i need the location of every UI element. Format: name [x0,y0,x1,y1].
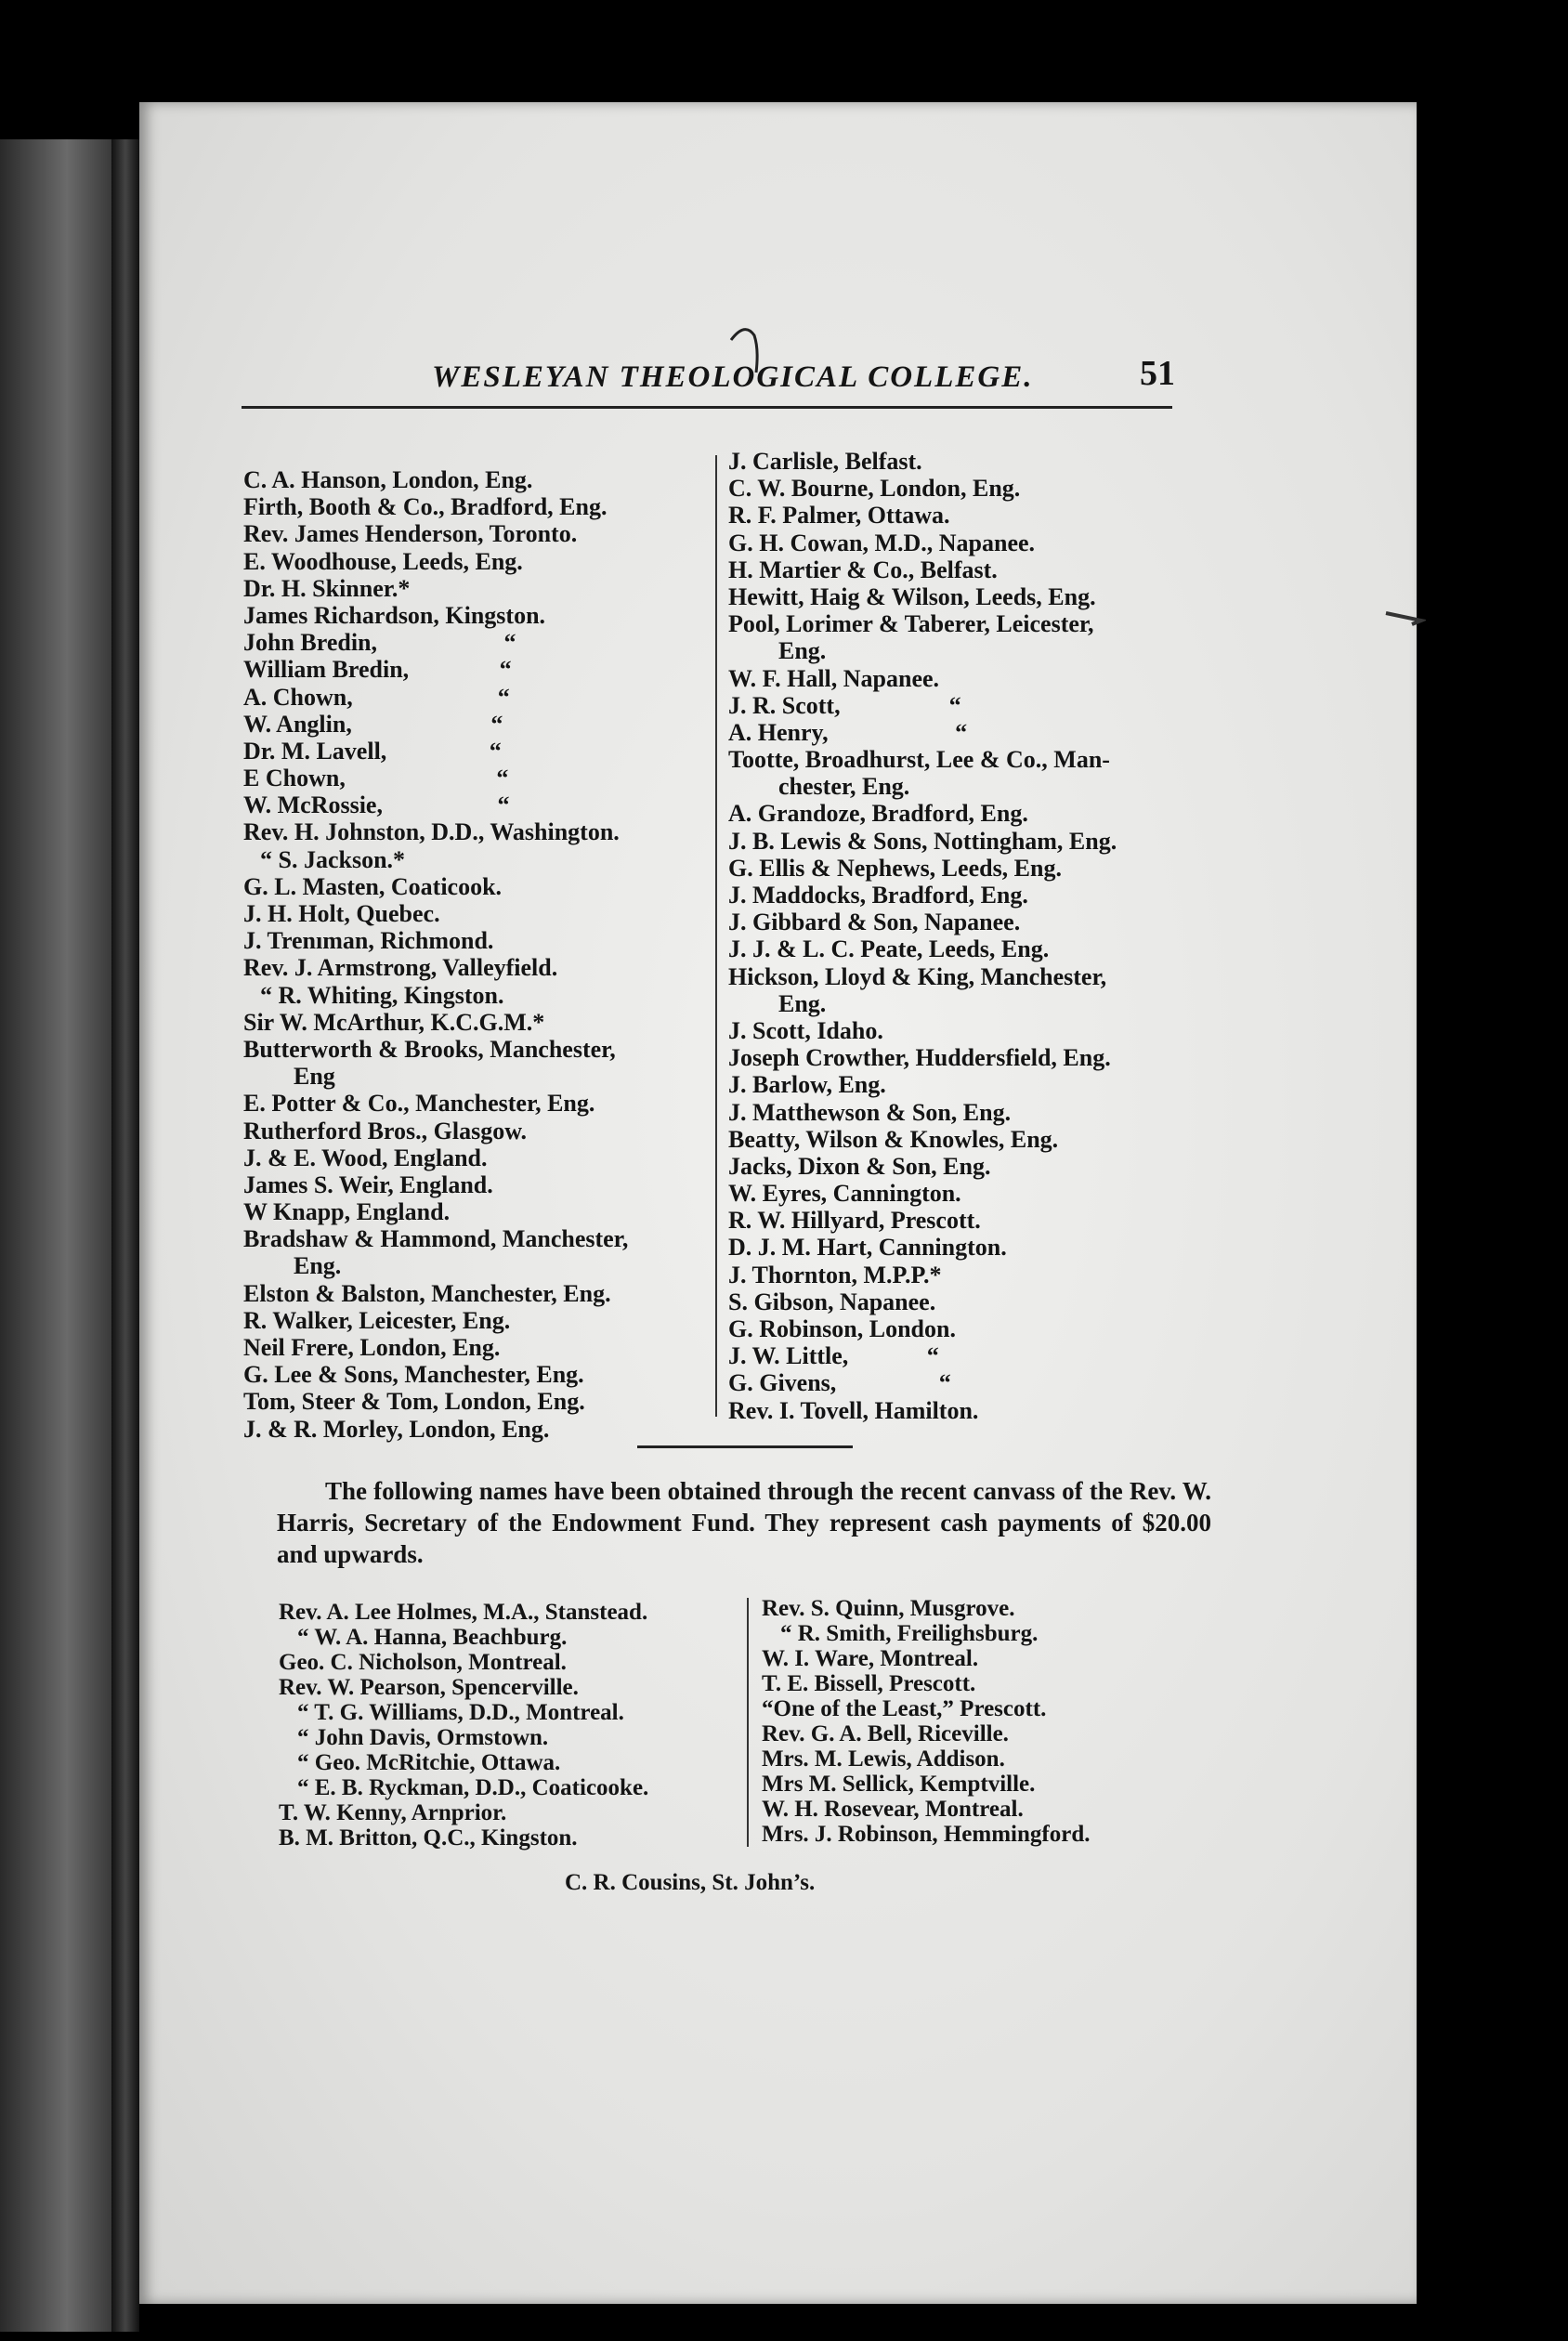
margin-arrow-icon [1384,604,1426,632]
list-item: Mrs. J. Robinson, Hemmingford. [762,1822,1091,1847]
list-item: A. Chown, “ [243,683,510,711]
list-item: “ R. Smith, Freilighsburg. [780,1621,1039,1646]
list-item: Rev. J. Armstrong, Valleyfield. [243,954,558,982]
list-item: Dr. H. Skinner.* [243,574,411,602]
list-item: T. E. Bissell, Prescott. [762,1671,976,1696]
list-item: Rev. I. Tovell, Hamilton. [728,1396,979,1424]
running-header [293,353,1175,409]
canvass-list-left [279,1600,743,1851]
list-item: Rev. James Henderson, Toronto. [243,520,578,548]
list-item: D. J. M. Hart, Cannington. [728,1234,1007,1262]
list-item: J. & E. Wood, England. [243,1144,488,1171]
list-item: E. Potter & Co., Manchester, Eng. [243,1090,595,1118]
list-item: Rev. S. Quinn, Musgrove. [762,1596,1015,1621]
list-item: G. Robinson, London. [728,1315,956,1342]
list-item: W. Anglin, “ [243,710,503,738]
list-item: “ T. G. Williams, D.D., Montreal. [297,1700,624,1725]
list-item: J. & R. Morley, London, Eng. [243,1415,550,1443]
list-item: Rev. A. Lee Holmes, M.A., Stanstead. [279,1600,648,1625]
list-item: R. Walker, Leicester, Eng. [243,1306,511,1334]
list-item: John Bredin, “ [243,629,516,657]
list-item: J. Gibbard & Son, Napanee. [728,909,1021,936]
list-item: “ W. A. Hanna, Beachburg. [297,1625,568,1650]
list-item: J. Scott, Idaho. [728,1016,883,1044]
list-item: Neil Frere, London, Eng. [243,1334,501,1361]
list-item: J. H. Holt, Quebec. [243,900,440,927]
facing-page-edge [0,139,111,2332]
list-item: Mrs. M. Lewis, Addison. [762,1746,1005,1772]
list-item: “ Geo. McRitchie, Ottawa. [297,1750,561,1775]
list-item: Sir W. McArthur, K.C.G.M.* [243,1008,545,1036]
list-item: G. Lee & Sons, Manchester, Eng. [243,1361,584,1389]
list-item: “One of the Least,” Prescott. [762,1696,1047,1721]
list-item: C. W. Bourne, London, Eng. [728,475,1021,503]
final-entry: C. R. Cousins, St. John’s. [565,1870,816,1895]
list-item: Eng. [294,1252,342,1280]
list-item: William Bredin, “ [243,656,512,684]
list-item: Beatty, Wilson & Knowles, Eng. [728,1125,1059,1153]
list-item: A. Grandoze, Bradford, Eng. [728,800,1028,828]
list-item: Jacks, Dixon & Son, Eng. [728,1152,991,1180]
list-item: Rev. H. Johnston, D.D., Washington. [243,818,620,846]
list-item: C. A. Hanson, London, Eng. [243,466,533,493]
list-item: R. F. Palmer, Ottawa. [728,502,950,530]
list-item: chester, Eng. [778,773,910,801]
list-item: W. F. Hall, Napanee. [728,664,940,692]
list-item: H. Martier & Co., Belfast. [728,556,998,583]
list-item: W Knapp, England. [243,1198,451,1226]
list-item: “ S. Jackson.* [260,845,406,873]
list-item: “ John Davis, Ormstown. [297,1725,549,1750]
list-item: Geo. C. Nicholson, Montreal. [279,1650,567,1675]
list-item: W. I. Ware, Montreal. [762,1646,979,1671]
list-item: G. L. Masten, Coaticook. [243,872,503,900]
list-item: Rev. W. Pearson, Spencerville. [279,1675,579,1700]
list-item: J. Barlow, Eng. [728,1071,886,1099]
list-item: J. Trenıman, Richmond. [243,927,494,955]
list-item: Eng. [778,989,827,1017]
subscriber-list-left [243,466,717,1443]
list-item: Tom, Steer & Tom, London, Eng. [243,1388,585,1416]
list-item: W. H. Rosevear, Montreal. [762,1797,1024,1822]
list-item: E. Woodhouse, Leeds, Eng. [243,547,523,575]
running-title: WESLEYAN THEOLOGICAL COLLEGE. [432,360,1034,394]
list-item: James S. Weir, England. [243,1170,493,1198]
canvass-list-right [762,1596,1245,1847]
list-item: “ E. B. Ryckman, D.D., Coaticooke. [297,1775,649,1800]
section-rule [637,1445,853,1448]
column-divider-bottom [747,1598,749,1847]
list-item: Hewitt, Haig & Wilson, Leeds, Eng. [728,582,1096,610]
list-item: G. Ellis & Nephews, Leeds, Eng. [728,854,1062,882]
list-item: James Richardson, Kingston. [243,601,546,629]
list-item: Mrs M. Sellick, Kemptville. [762,1772,1036,1797]
list-item: J. Maddocks, Bradford, Eng. [728,882,1028,909]
list-item: R. W. Hillyard, Prescott. [728,1207,981,1235]
list-item: Firth, Booth & Co., Bradford, Eng. [243,493,608,521]
canvass-note [277,1475,1211,1570]
list-item: Eng [294,1063,335,1091]
list-item: Joseph Crowther, Huddersfield, Eng. [728,1044,1111,1072]
list-item: J. W. Little, “ [728,1342,939,1370]
list-item: Bradshaw & Hammond, Manchester, [243,1225,629,1253]
list-item: “ R. Whiting, Kingston. [260,981,504,1009]
list-item: Tootte, Broadhurst, Lee & Co., Man- [728,746,1110,774]
subscriber-list-right [728,448,1211,1424]
list-item: Elston & Balston, Manchester, Eng. [243,1279,611,1307]
list-item: Eng. [778,637,827,665]
list-item: Rev. G. A. Bell, Riceville. [762,1721,1009,1746]
book-gutter [111,139,139,2332]
page-number: 51 [1140,354,1175,393]
list-item: E Chown, “ [243,765,509,792]
list-item: J. J. & L. C. Peate, Leeds, Eng. [728,935,1050,963]
list-item: W. Eyres, Cannington. [728,1180,961,1208]
list-item: J. Thornton, M.P.P.* [728,1261,942,1288]
list-item: Hickson, Lloyd & King, Manchester, [728,962,1107,990]
canvass-note-text: The following names have been obtained through the recent canvass of the Rev. W. Harris, Secretary of the Endowment Fund. They represent cash payments of $20.00 and upwards. [277,1477,1211,1568]
list-item: Pool, Lorimer & Taberer, Leicester, [728,610,1094,638]
list-item: J. R. Scott, “ [728,691,961,719]
list-item: J. Carlisle, Belfast. [728,448,922,475]
list-item: G. H. Cowan, M.D., Napanee. [728,529,1036,556]
list-item: G. Givens, “ [728,1369,951,1397]
list-item: J. Matthewson & Son, Eng. [728,1098,1012,1126]
list-item: Rutherford Bros., Glasgow. [243,1117,528,1144]
list-item: B. M. Britton, Q.C., Kingston. [279,1825,578,1851]
list-item: S. Gibson, Napanee. [728,1288,936,1315]
list-item: Butterworth & Brooks, Manchester, [243,1035,616,1063]
list-item: W. McRossie, “ [243,791,510,819]
list-item: J. B. Lewis & Sons, Nottingham, Eng. [728,827,1117,855]
list-item: T. W. Kenny, Arnprior. [279,1800,507,1825]
list-item: Dr. M. Lavell, “ [243,737,502,765]
header-rule [242,406,1172,409]
list-item: A. Henry, “ [728,718,968,746]
